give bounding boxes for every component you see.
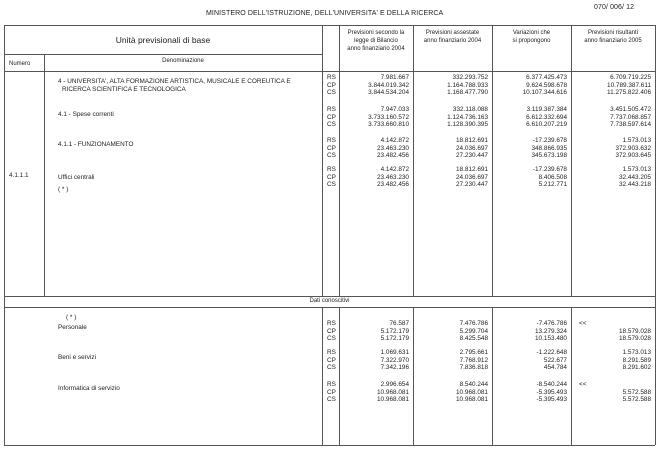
- col1-values: 1.069.631 7.322.970 7.342.196: [380, 349, 409, 371]
- col4-values: << 18.579.028 18.579.028: [579, 320, 651, 342]
- ministry-title: MINISTERO DELL'ISTRUZIONE, DELL'UNIVERSITA' E DELLA RICERCA: [206, 10, 444, 17]
- rc-codes: RS CP CS: [327, 106, 336, 128]
- col3-heading: Variazioni che si propongono: [512, 30, 551, 44]
- rc-codes: RS CP CS: [327, 137, 336, 159]
- col4-values: 3.451.505.472 7.737.068.857 7.738.597.614: [610, 106, 651, 128]
- col4-values: << 5.572.588 5.572.588: [579, 381, 651, 403]
- block-label: Uffici centrali ( * ): [58, 174, 95, 193]
- col1-values: 76.587 5.172.179 5.172.179: [380, 320, 409, 342]
- col1-values: 7.947.033 3.733.160.572 3.733.660.810: [368, 106, 409, 128]
- unit-heading: Unità previsionali di base: [115, 35, 211, 45]
- col4-values: 6.709.719.225 10.789.387.611 11.275.822.406: [607, 74, 651, 96]
- col2-values: 8.540.244 10.968.081 10.968.081: [456, 381, 488, 403]
- col1-heading: Previsioni secondo la legge di Bilancio anno finanziario 2004: [347, 30, 405, 52]
- dati-label: Beni e servizi: [58, 354, 97, 361]
- col3-values: 6.377.425.473 9.624.598.678 10.107.344.616: [522, 74, 567, 96]
- block-label: 4.1.1 - FUNZIONAMENTO: [58, 141, 134, 148]
- col4-values: 1.573.013 8.291.589 8.291.602: [622, 349, 651, 371]
- col2-heading: Previsioni assestate anno finanziario 2004: [423, 30, 482, 44]
- col3-values: -7.476.786 13.279.324 10.153.480: [535, 320, 567, 342]
- col3-values: -8.540.244 -5.395.493 -5.395.493: [536, 381, 567, 403]
- denominazione-heading: Denominazione: [162, 58, 204, 64]
- page-code: 070/ 006/ 12: [594, 4, 635, 11]
- numero-value: 4.1.1.1: [9, 172, 29, 179]
- col3-values: -1.222.648 522.677 454.784: [536, 349, 567, 371]
- col1-values: 4.142.872 23.463.230 23.482.456: [377, 137, 409, 159]
- col2-values: 332.118.088 1.124.736.163 1.128.390.395: [447, 106, 488, 128]
- numero-heading: Numero: [9, 61, 31, 67]
- rc-codes: RS CP CS: [327, 74, 336, 96]
- col1-values: 2.996.654 10.968.081 10.968.081: [377, 381, 409, 403]
- col2-values: 18.812.691 24.036.697 27.230.447: [456, 166, 488, 188]
- rc-codes: RS CP CS: [327, 381, 336, 403]
- col2-values: 332.293.752 1.164.788.933 1.168.477.790: [447, 74, 488, 96]
- col1-values: 4.142.872 23.463.230 23.482.456: [377, 166, 409, 188]
- rc-codes: RS CP CS: [327, 349, 336, 371]
- dati-label: Informatica di servizio: [58, 385, 120, 392]
- rc-codes: RS CP CS: [327, 320, 336, 342]
- dati-note: ( * ): [66, 314, 77, 321]
- col4-values: 1.573.013 372.903.632 372.903.645: [615, 137, 651, 159]
- col4-heading: Previsioni risultanti anno finanziario 2005: [584, 30, 642, 44]
- rc-codes: RS CP CS: [327, 166, 336, 188]
- col2-values: 18.812.691 24.036.697 27.230.447: [456, 137, 488, 159]
- block-label: 4.1 - Spese correnti: [58, 111, 114, 118]
- col2-values: 2.795.661 7.768.912 7.836.818: [459, 349, 488, 371]
- col4-values: 1.573.013 32.443.205 32.443.218: [619, 166, 651, 188]
- block-label: 4 - UNIVERSITA', ALTA FORMAZIONE ARTISTICA, MUSICALE E COREUTICA E RICERCA SCIENTIFICA E TECNOLOGICA: [58, 78, 291, 93]
- dati-label: Personale: [58, 324, 87, 331]
- col3-values: -17.239.678 348.866.935 345.673.198: [531, 137, 567, 159]
- col1-values: 7.981.667 3.844.019.342 3.844.534.204: [368, 74, 409, 96]
- col3-values: -17.239.678 8.406.508 5.212.771: [532, 166, 567, 188]
- col3-values: 3.119.387.384 6.612.332.694 6.610.207.219: [526, 106, 567, 128]
- col2-values: 7.476.786 5.299.704 8.425.548: [459, 320, 488, 342]
- dati-title: Dati conoscitivi: [309, 298, 350, 304]
